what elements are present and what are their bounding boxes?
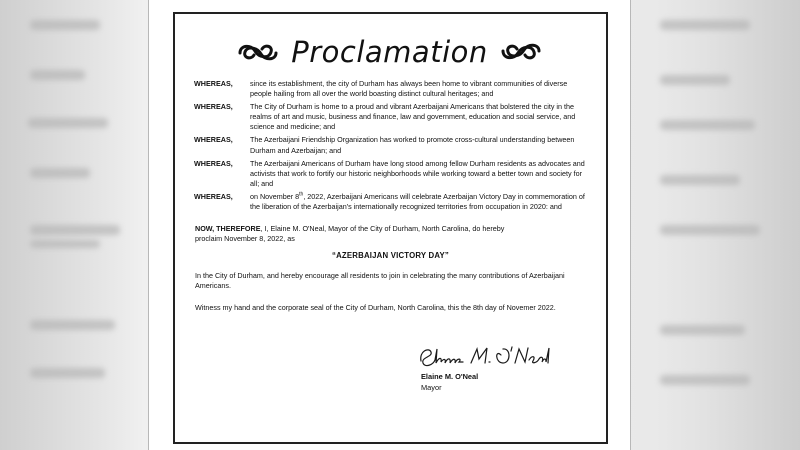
whereas-clause [194, 79, 589, 99]
whereas-keyword: WHEREAS, [194, 191, 233, 201]
whereas-text: The Azerbaijani Americans of Durham have long stood among fellow Durham residents as advocates and activists that work to fortify our historic neighborhoods while working toward a better town and society for all; and [250, 158, 585, 188]
whereas-clauses [194, 79, 589, 215]
ordinal-suffix: th [299, 191, 304, 198]
whereas-text-end: , 2022, Azerbaijani Americans will celebrate Azerbaijan Victory Day in commemoration of the liberation of the Azerbaijan's internationally recognized territories from occupation in 2020: and [250, 191, 585, 212]
page-title: Proclamation [291, 35, 488, 69]
signer-title: Mayor [421, 383, 442, 392]
whereas-keyword: WHEREAS, [194, 158, 233, 168]
right-ornament-icon [500, 41, 542, 63]
witness-paragraph: Witness my hand and the corporate seal of the City of Durham, North Carolina, this the 8th day of Novemer 2022. [195, 303, 556, 312]
encourage-paragraph: In the City of Durham, and hereby encourage all residents to join in celebrating the many contributions of Azerbaijani Americans. [195, 271, 565, 291]
whereas-clause [194, 159, 589, 189]
now-therefore-paragraph [195, 224, 525, 244]
title-row [149, 32, 630, 72]
proclaimed-day-heading: “AZERBAIJAN VICTORY DAY” [331, 251, 449, 260]
whereas-text: The City of Durham is home to a proud and vibrant Azerbaijani Americans that bolstered the city in the realms of art and music, business and finance, law and government, education and social service, and science and medicine; and [250, 102, 576, 132]
left-ornament-icon [237, 41, 279, 63]
now-therefore-label: NOW, THEREFORE [195, 224, 261, 233]
whereas-keyword: WHEREAS, [194, 79, 233, 88]
whereas-text [250, 192, 589, 212]
whereas-text: The Azerbaijani Friendship Organization has worked to promote cross-cultural understanding between Durham and Azerbaijan; and [250, 135, 575, 155]
whereas-clause [194, 192, 589, 212]
whereas-keyword: WHEREAS, [194, 102, 233, 112]
whereas-text-start: on November 8 [250, 191, 300, 201]
proclamation-page [148, 0, 631, 450]
signer-name: Elaine M. O'Neal [421, 372, 479, 381]
whereas-clause [194, 135, 589, 155]
whereas-text: since its establishment, the city of Durham has always been home to vibrant communities of diverse people hailing from all over the world boasting distinct cultural heritages; and [250, 79, 568, 99]
whereas-clause [194, 102, 589, 132]
now-therefore-text: , I, Elaine M. O'Neal, Mayor of the City of Durham, North Carolina, do hereby proclaim November 8, 2022, as [195, 224, 505, 244]
whereas-keyword: WHEREAS, [194, 135, 233, 145]
handwritten-signature [415, 343, 555, 371]
